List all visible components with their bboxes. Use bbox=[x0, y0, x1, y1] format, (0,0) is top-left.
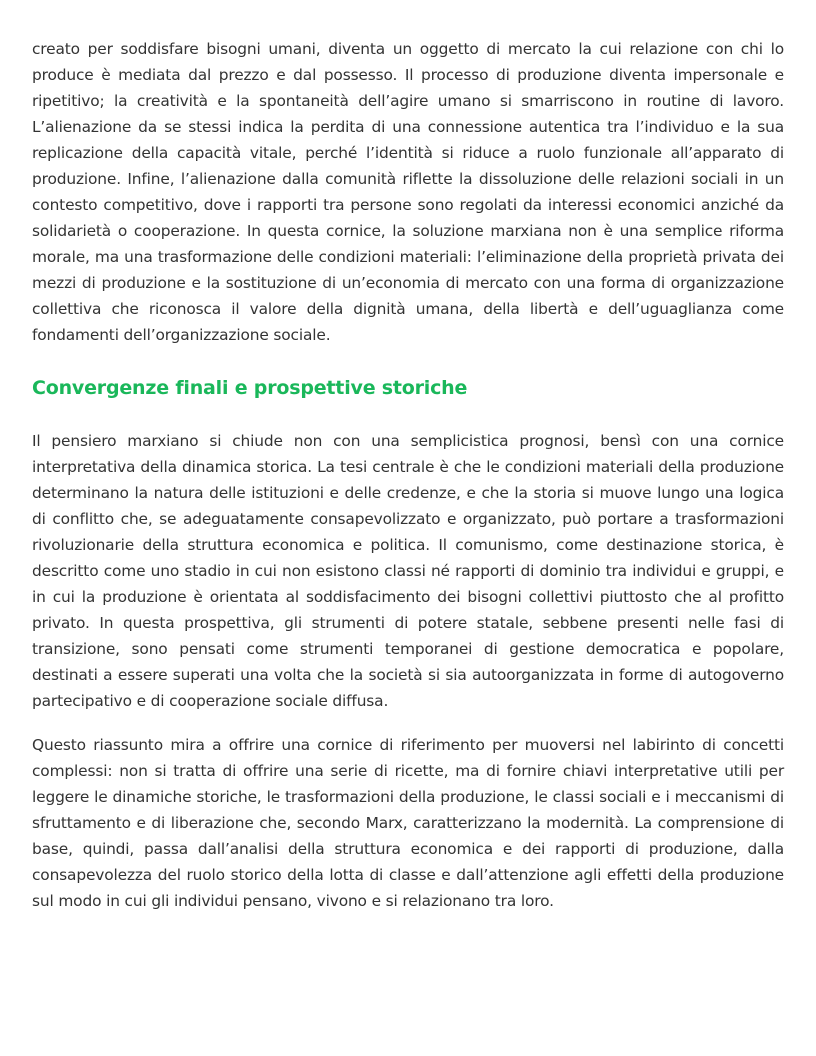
body-paragraph-2: Questo riassunto mira a offrire una cornice di riferimento per muoversi nel labirinto di concetti complessi: non si tratta di offrire una serie di ricette, ma di fornire chiavi interpretative utili per leggere le dinamiche storiche, le trasformazioni della produzione, le classi sociali e i meccanismi di sfruttamento e di liberazione che, secondo Marx, caratterizzano la modernità. La comprensione di base, quindi, passa dall’analisi della struttura economica e dei rapporti di produzione, dalla consapevolezza del ruolo storico della lotta di classe e dall’attenzione agli effetti della produzione sul modo in cui gli individui pensano, vivono e si relazionano tra loro. bbox=[32, 736, 784, 910]
body-paragraph-1: Il pensiero marxiano si chiude non con una semplicistica prognosi, bensì con una cornice interpretativa della dinamica storica. La tesi centrale è che le condizioni materiali della produzione determinano la natura delle istituzioni e delle credenze, e che la storia si muove lungo una logica di conflitto che, se adeguatamente consapevolizzato e organizzato, può portare a trasformazioni rivoluzionarie della struttura economica e politica. Il comunismo, come destinazione storica, è descritto come uno stadio in cui non esistono classi né rapporti di dominio tra individui e gruppi, e in cui la produzione è orientata al soddisfacimento dei bisogni collettivi piuttosto che al profitto privato. In questa prospettiva, gli strumenti di potere statale, sebbene presenti nelle fasi di transizione, sono pensati come strumenti temporanei di gestione democratica e popolare, destinati a essere superati una volta che la società si sia autoorganizzata in forme di autogoverno partecipativo e di cooperazione sociale diffusa. bbox=[32, 432, 784, 710]
document-page bbox=[32, 36, 784, 914]
section-heading: Convergenze finali e prospettive storiche bbox=[32, 377, 468, 399]
body-paragraph-continued: creato per soddisfare bisogni umani, diventa un oggetto di mercato la cui relazione con chi lo produce è mediata dal prezzo e dal possesso. Il processo di produzione diventa impersonale e ripetitivo; la creatività e la spontaneità dell’agire umano si smarriscono in routine di lavoro. L’alienazione da se stessi indica la perdita di una connessione autentica tra l’individuo e la sua replicazione della capacità vitale, perché l’identità si riduce a ruolo funzionale all’apparato di produzione. Infine, l’alienazione dalla comunità riflette la dissoluzione delle relazioni sociali in un contesto competitivo, dove i rapporti tra persone sono regolati da interessi economici anziché da solidarietà o cooperazione. In questa cornice, la soluzione marxiana non è una semplice riforma morale, ma una trasformazione delle condizioni materiali: l’eliminazione della proprietà privata dei mezzi di produzione e la sostituzione di un’economia di mercato con una forma di organizzazione collettiva che riconosca il valore della dignità umana, della libertà e dell’uguaglianza come fondamenti dell’organizzazione sociale. bbox=[32, 40, 784, 344]
